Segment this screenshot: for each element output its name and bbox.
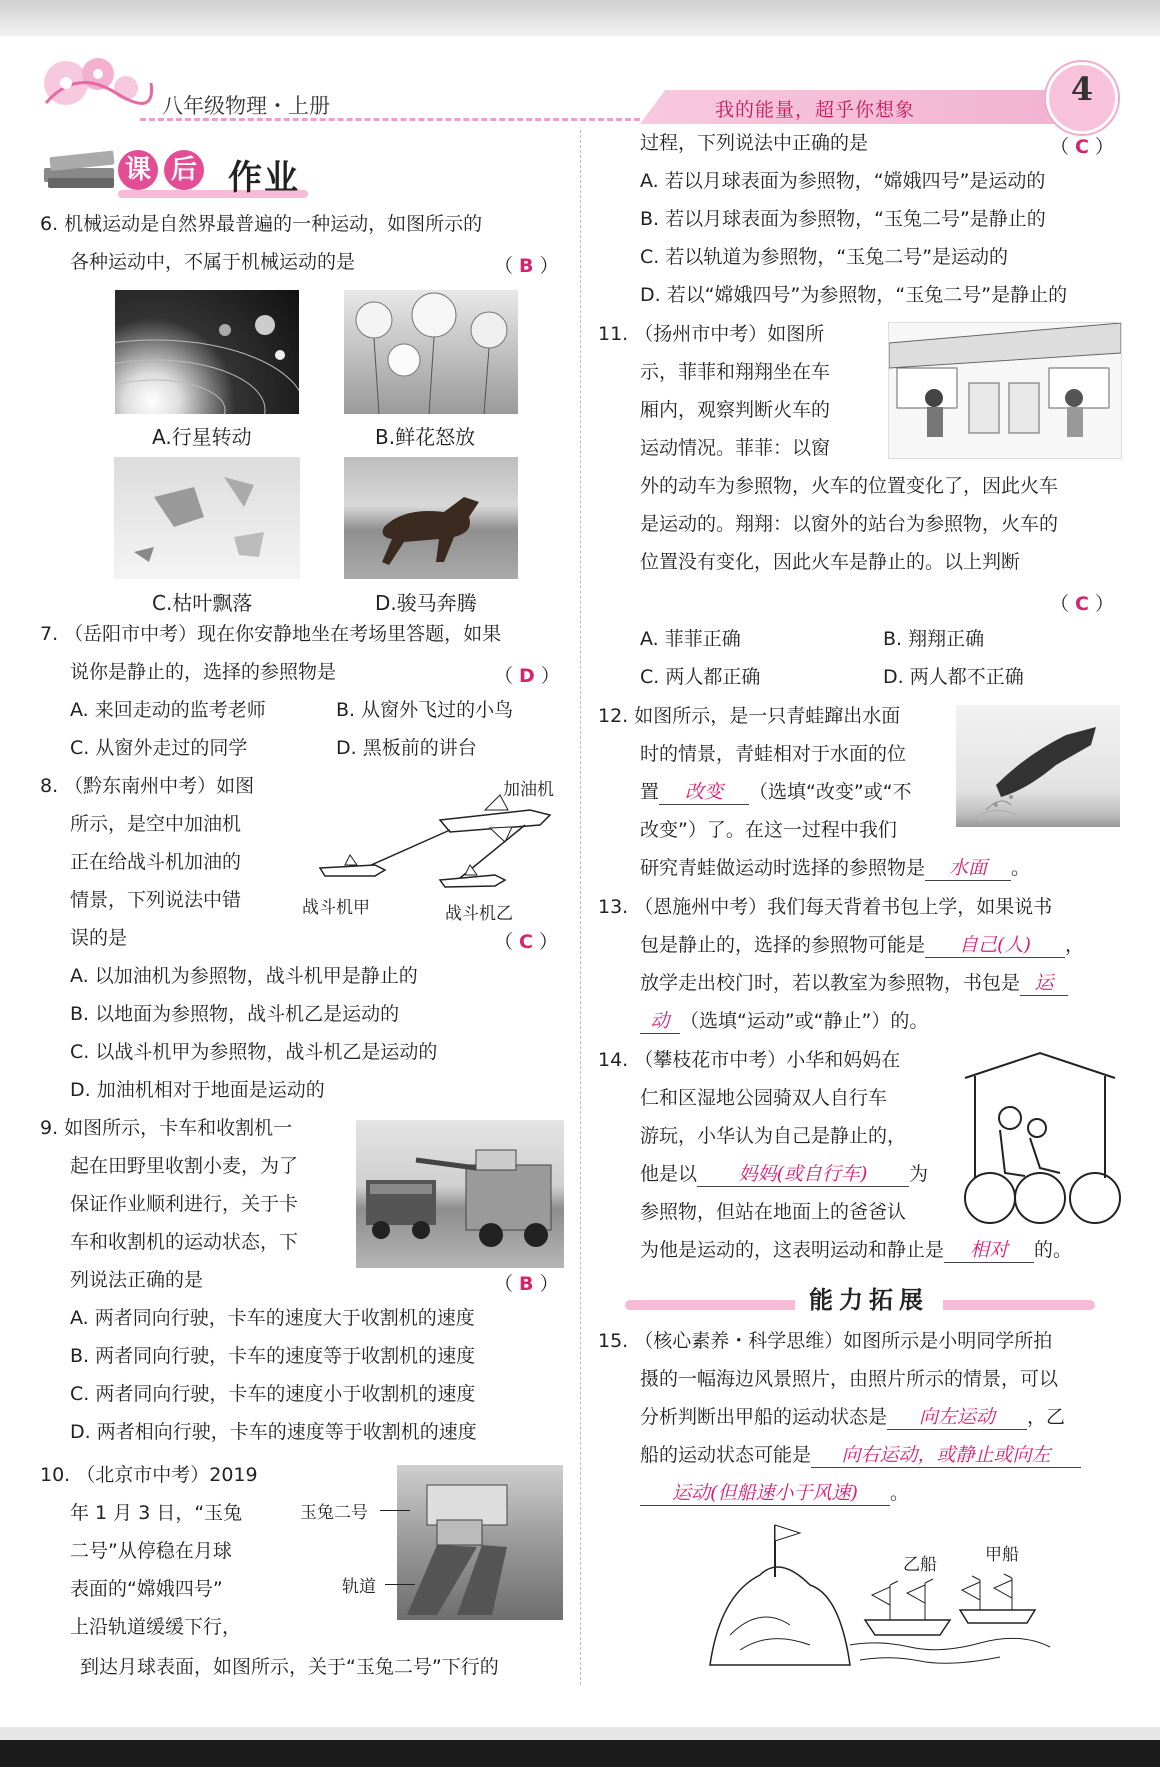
- q7-line-2: 说你是静止的，选择的参照物是: [70, 661, 337, 683]
- q12-line-5: [640, 857, 1030, 881]
- q11-line-2: 示，菲菲和翔翔坐在车: [640, 361, 831, 383]
- q7-option-c: C. 从窗外走过的同学: [70, 737, 248, 759]
- ship-b-icon: [865, 1620, 950, 1635]
- q14-line-3: 游玩，小华认为自己是静止的，: [640, 1125, 907, 1147]
- q8-option-a: A. 以加油机为参照物，战斗机甲是静止的: [70, 965, 418, 987]
- slogan-text: 我的能量，超乎你想象: [715, 99, 916, 121]
- q8-option-d: D. 加油机相对于地面是运动的: [70, 1079, 325, 1101]
- q10-label-track: 轨道: [342, 1577, 376, 1597]
- column-divider: [580, 130, 581, 1685]
- q11-answer-value: C: [1075, 593, 1089, 615]
- page-number: 4: [1070, 70, 1094, 108]
- q10-option-a: A. 若以月球表面为参照物，“嫦娥四号”是运动的: [640, 170, 1046, 192]
- q9-line-1: 9. 如图所示，卡车和收割机一: [40, 1117, 293, 1139]
- q6-caption-c: C.枯叶飘落: [152, 591, 253, 615]
- rover-image: [397, 1465, 563, 1620]
- seaside-scene-illustration: [700, 1515, 1060, 1670]
- q8-line-3: 正在给战斗机加油的: [70, 851, 242, 873]
- q10-line-5: 上沿轨道缓缓下行，: [70, 1616, 242, 1638]
- ship-a-icon: [960, 1610, 1035, 1623]
- q6-caption-b: B.鲜花怒放: [375, 425, 476, 449]
- train-seats-icon: [889, 323, 1121, 458]
- rover-track-icon: [397, 1465, 563, 1620]
- q10-line-7: 过程，下列说法中正确的是: [640, 132, 869, 154]
- q10-line-1: 10. （北京市中考）2019: [40, 1464, 258, 1486]
- planets-image: [115, 290, 299, 414]
- q10-line-6: 到达月球表面，如图所示，关于“玉兔二号”下行的: [80, 1656, 499, 1678]
- q10-option-b: B. 若以月球表面为参照物，“玉兔二号”是静止的: [640, 208, 1046, 230]
- q13-line-3: [640, 972, 1068, 996]
- q8-option-c: C. 以战斗机甲为参照物，战斗机乙是运动的: [70, 1041, 438, 1063]
- q9-option-d: D. 两者相向行驶，卡车的速度等于收割机的速度: [70, 1421, 477, 1443]
- q8-answer: （ C ）: [494, 931, 559, 953]
- q15-line-4-prefix: 船的运动状态可能是: [640, 1444, 812, 1466]
- q11-line-3: 厢内，观察判断火车的: [640, 399, 831, 421]
- q12-line-3: [640, 781, 912, 805]
- q14-line-6: [640, 1239, 1072, 1263]
- q13-line-3-prefix: 放学走出校门时，若以教室为参照物，书包是: [640, 972, 1021, 994]
- q13-line-2-suffix: ，: [1065, 934, 1085, 956]
- q12-line-4: 改变”）了。在这一过程中我们: [640, 819, 897, 841]
- header-divider: [140, 118, 640, 121]
- q7-option-b: B. 从窗外飞过的小鸟: [336, 699, 514, 721]
- q15-blank-2-part1: 向右运动，或静止或向左: [811, 1444, 1081, 1468]
- q9-line-4: 车和收割机的运动状态，下: [70, 1231, 299, 1253]
- q13-blank-2-part2: 动: [640, 1010, 680, 1034]
- q7-answer-value: D: [519, 665, 535, 687]
- q10-option-d: D. 若以“嫦娥四号”为参照物，“玉兔二号”是静止的: [640, 284, 1068, 306]
- q8-line-4: 情景，下列说法中错: [70, 889, 242, 911]
- q8-label-jet-a: 战斗机甲: [302, 898, 370, 918]
- horse-icon: [344, 457, 518, 579]
- q15-line-4: [640, 1444, 1081, 1468]
- page-bottom-gap: [0, 1727, 1160, 1740]
- q14-line-4-prefix: 他是以: [640, 1163, 698, 1185]
- q10-rover-pointer: [380, 1510, 410, 1511]
- q7-option-a: A. 来回走动的监考老师: [70, 699, 266, 721]
- flowers-icon: [344, 290, 518, 414]
- section-title-char-1: 课: [118, 150, 158, 190]
- q15-line-5-suffix: 。: [890, 1482, 910, 1504]
- q9-option-c: C. 两者同向行驶，卡车的速度小于收割机的速度: [70, 1383, 476, 1405]
- q12-line-5-prefix: 研究青蛙做运动时选择的参照物是: [640, 857, 926, 879]
- q6-answer: （ B ）: [494, 255, 559, 277]
- q15-blank-1: 向左运动: [887, 1406, 1027, 1430]
- jet-a-icon: [320, 865, 385, 876]
- tandem-bicycle-icon: [955, 1048, 1125, 1228]
- q10-label-rover: 玉兔二号: [300, 1503, 368, 1523]
- q14-line-4-suffix: 为: [909, 1163, 929, 1185]
- leaves-icon: [114, 457, 300, 579]
- section-title-char-2: 后: [164, 150, 204, 190]
- q14-line-1: 14. （攀枝花市中考）小华和妈妈在: [598, 1049, 901, 1071]
- q13-line-4: [640, 1010, 928, 1034]
- truck-harvester-icon: [356, 1120, 564, 1268]
- q11-line-5: 外的动车为参照物，火车的位置变化了，因此火车: [640, 475, 1059, 497]
- floral-ornament-icon: [36, 48, 156, 118]
- q13-blank-1: 自己(人): [925, 934, 1065, 958]
- q11-option-d: D. 两人都不正确: [883, 666, 1024, 688]
- q13-line-1: 13. （恩施州中考）我们每天背着书包上学，如果说书: [598, 896, 1053, 918]
- flowers-image: [344, 290, 518, 414]
- horse-image: [344, 457, 518, 579]
- q12-blank-1: 改变: [659, 781, 749, 805]
- q13-line-4-suffix: （选填“运动”或“静止”）的。: [680, 1010, 929, 1032]
- frog-image: [956, 705, 1120, 827]
- q15-line-1: 15. （核心素养・科学思维）如图所示是小明同学所拍: [598, 1330, 1053, 1352]
- q12-line-2: 时的情景，青蛙相对于水面的位: [640, 743, 907, 765]
- q9-line-2: 起在田野里收割小麦，为了: [70, 1155, 299, 1177]
- book-subtitle: 八年级物理・上册: [162, 94, 330, 118]
- q7-answer: （ D ）: [494, 665, 560, 687]
- q14-blank-1: 妈妈(或自行车): [697, 1163, 909, 1187]
- q11-line-4: 运动情况。菲菲：以窗: [640, 437, 831, 459]
- q9-line-3: 保证作业顺利进行，关于卡: [70, 1193, 299, 1215]
- window-top-bar: [0, 0, 1160, 36]
- q9-line-5: 列说法正确的是: [70, 1269, 204, 1291]
- q12-blank-2: 水面: [925, 857, 1011, 881]
- q15-line-2: 摄的一幅海边风景照片，由照片所示的情景，可以: [640, 1368, 1059, 1390]
- q11-option-a: A. 菲菲正确: [640, 628, 741, 650]
- q7-line-1: 7. （岳阳市中考）现在你安静地坐在考场里答题，如果: [40, 623, 502, 645]
- q14-line-5: 参照物，但站在地面上的爸爸认: [640, 1201, 907, 1223]
- cliff-icon: [710, 1567, 850, 1665]
- q7-option-d: D. 黑板前的讲台: [336, 737, 477, 759]
- q10-line-2: 年 1 月 3 日，“玉兔: [70, 1502, 243, 1524]
- q12-line-1: 12. 如图所示，是一只青蛙蹿出水面: [598, 705, 901, 727]
- q15-label-ship-b: 乙船: [903, 1555, 937, 1575]
- q15-line-3: [640, 1406, 1065, 1430]
- planets-orbits-icon: [115, 290, 299, 414]
- q9-option-a: A. 两者同向行驶，卡车的速度大于收割机的速度: [70, 1307, 475, 1329]
- q6-caption-d: D.骏马奔腾: [375, 591, 477, 615]
- q12-line-3-prefix: 置: [640, 781, 660, 803]
- q14-blank-2: 相对: [944, 1239, 1034, 1263]
- q11-option-c: C. 两人都正确: [640, 666, 761, 688]
- jet-b-icon: [440, 875, 505, 887]
- q8-line-2: 所示，是空中加油机: [70, 813, 242, 835]
- flag-icon: [775, 1525, 800, 1541]
- q8-label-tanker: 加油机: [503, 780, 554, 800]
- train-interior-image: [888, 322, 1122, 459]
- q11-option-b: B. 翔翔正确: [883, 628, 985, 650]
- q14-line-4: [640, 1163, 928, 1187]
- q15-line-5: [640, 1482, 909, 1506]
- q6-line-2: 各种运动中，不属于机械运动的是: [70, 251, 356, 273]
- window-bottom-bar: [0, 1740, 1160, 1767]
- q9-answer: （ B ）: [494, 1273, 559, 1295]
- q8-line-1: 8. （黔东南州中考）如图: [40, 775, 255, 797]
- book-stack-icon: [40, 138, 120, 194]
- q12-line-3-suffix: （选填“改变”或“不: [749, 781, 912, 803]
- q10-option-c: C. 若以轨道为参照物，“玉兔二号”是运动的: [640, 246, 1009, 268]
- q8-line-5: 误的是: [70, 927, 128, 949]
- q15-label-ship-a: 甲船: [985, 1545, 1019, 1565]
- q11-line-1: 11. （扬州市中考）如图所: [598, 323, 825, 345]
- q13-line-2: [640, 934, 1084, 958]
- q15-line-3-suffix: ，乙: [1027, 1406, 1066, 1428]
- q11-line-7: 位置没有变化，因此火车是静止的。以上判断: [640, 551, 1021, 573]
- q10-track-pointer: [385, 1584, 415, 1585]
- q15-blank-2-part2: 运动(但船速小于风速): [640, 1482, 890, 1506]
- q10-line-3: 二号”从停稳在月球: [70, 1540, 232, 1562]
- q10-answer-value: C: [1075, 136, 1089, 158]
- q11-line-6: 是运动的。翔翔：以窗外的站台为参照物，火车的: [640, 513, 1059, 535]
- falling-leaves-image: [114, 457, 300, 579]
- harvester-image: [356, 1120, 564, 1268]
- q13-line-2-prefix: 包是静止的，选择的参照物可能是: [640, 934, 926, 956]
- q9-option-b: B. 两者同向行驶，卡车的速度等于收割机的速度: [70, 1345, 476, 1367]
- q10-line-4: 表面的“嫦娥四号”: [70, 1578, 223, 1600]
- q14-line-6-prefix: 为他是运动的，这表明运动和静止是: [640, 1239, 945, 1261]
- q8-answer-value: C: [519, 931, 533, 953]
- q11-answer: （ C ）: [1050, 593, 1115, 615]
- q9-answer-value: B: [519, 1273, 534, 1295]
- q8-option-b: B. 以地面为参照物，战斗机乙是运动的: [70, 1003, 400, 1025]
- frog-jump-icon: [956, 705, 1120, 827]
- q12-line-5-suffix: 。: [1011, 857, 1031, 879]
- q14-line-6-suffix: 的。: [1034, 1239, 1073, 1261]
- q6-caption-a: A.行星转动: [152, 425, 252, 449]
- q15-line-3-prefix: 分析判断出甲船的运动状态是: [640, 1406, 888, 1428]
- q8-label-jet-b: 战斗机乙: [445, 904, 513, 924]
- q10-answer: （ C ）: [1050, 136, 1115, 158]
- q14-line-2: 仁和区湿地公园骑双人自行车: [640, 1087, 888, 1109]
- section-title: 作业: [228, 158, 300, 198]
- ability-section-title: 能力拓展: [795, 1280, 943, 1315]
- q6-line-1: 6. 机械运动是自然界最普遍的一种运动，如图所示的: [40, 213, 483, 235]
- q6-answer-value: B: [519, 255, 534, 277]
- q13-blank-2-part1: 运: [1020, 972, 1068, 996]
